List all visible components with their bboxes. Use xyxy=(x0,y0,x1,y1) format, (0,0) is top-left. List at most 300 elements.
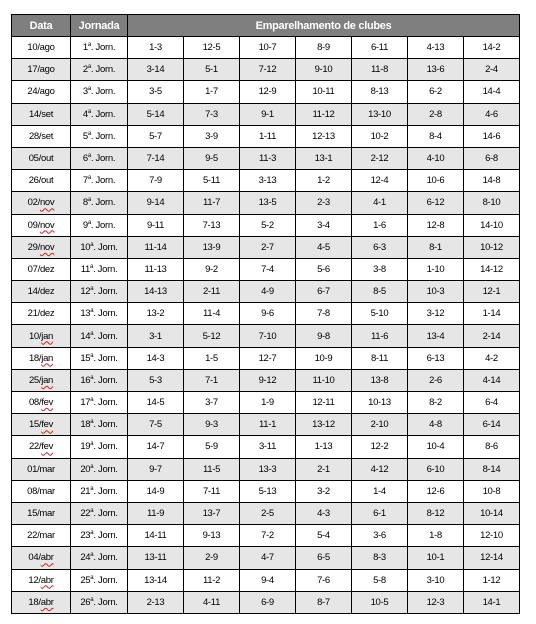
match-cell: 7-3 xyxy=(184,103,240,125)
match-cell: 7-1 xyxy=(184,369,240,391)
match-cell: 2-3 xyxy=(296,192,352,214)
table-row xyxy=(12,569,520,591)
match-cell: 13-2 xyxy=(128,303,184,325)
date-month: jan xyxy=(41,374,54,386)
date-month: out xyxy=(41,153,54,165)
match-cell: 5-14 xyxy=(128,103,184,125)
table-row xyxy=(12,480,520,502)
match-cell: 2-13 xyxy=(128,591,184,613)
match-cell: 8-2 xyxy=(408,392,464,414)
round-cell xyxy=(71,392,128,414)
round-label: . Jorn. xyxy=(90,108,116,120)
match-cell: 11-13 xyxy=(128,258,184,280)
match-cell: 11-12 xyxy=(296,103,352,125)
date-month: dez xyxy=(39,308,55,320)
match-cell: 9-10 xyxy=(296,59,352,81)
date-month: mar xyxy=(39,530,55,542)
round-number: 14 xyxy=(80,330,91,342)
match-cell: 6-2 xyxy=(408,81,464,103)
match-cell: 3-1 xyxy=(128,325,184,347)
date-day: 02/ xyxy=(27,197,40,209)
match-cell: 13-3 xyxy=(240,458,296,480)
round-ordinal: a xyxy=(87,86,91,93)
table-row xyxy=(12,214,520,236)
date-day: 28/ xyxy=(28,130,42,142)
match-cell: 12-10 xyxy=(464,525,520,547)
round-number: 25 xyxy=(80,574,91,586)
date-cell xyxy=(12,547,71,569)
round-number: 23 xyxy=(80,530,91,542)
round-cell xyxy=(71,281,128,303)
round-label: . Jorn. xyxy=(90,197,116,209)
match-cell: 6-4 xyxy=(464,392,520,414)
match-cell: 1-6 xyxy=(352,214,408,236)
round-label: . Jorn. xyxy=(93,374,118,386)
match-cell: 10-13 xyxy=(352,392,408,414)
match-cell: 14-1 xyxy=(464,591,520,613)
date-day: 29/ xyxy=(27,241,40,253)
date-month: fev xyxy=(41,441,54,453)
round-cell xyxy=(71,569,128,591)
match-cell: 2-7 xyxy=(240,236,296,258)
match-cell: 5-4 xyxy=(296,525,352,547)
round-ordinal: a xyxy=(89,263,93,270)
table-row xyxy=(12,170,520,192)
date-month: abr xyxy=(40,552,54,564)
match-cell: 4-6 xyxy=(464,103,520,125)
match-cell: 8-1 xyxy=(408,236,464,258)
round-label: . Jorn. xyxy=(93,308,118,320)
round-label: . Jorn. xyxy=(93,286,118,298)
round-ordinal: a xyxy=(87,130,91,137)
round-label: . Jorn. xyxy=(90,130,116,142)
match-cell: 7-14 xyxy=(128,147,184,169)
match-cell: 5-12 xyxy=(184,325,240,347)
round-cell xyxy=(71,59,128,81)
match-cell: 3-2 xyxy=(296,480,352,502)
date-month: ago xyxy=(39,86,55,98)
match-cell: 7-12 xyxy=(240,59,296,81)
round-ordinal: a xyxy=(90,374,94,381)
match-cell: 8-11 xyxy=(352,347,408,369)
date-cell xyxy=(12,281,71,303)
date-day: 24/ xyxy=(27,86,40,98)
date-month: jan xyxy=(41,330,54,342)
date-month: set xyxy=(41,130,54,142)
match-cell: 5-10 xyxy=(352,303,408,325)
match-cell: 10-4 xyxy=(408,436,464,458)
match-cell: 6-7 xyxy=(296,281,352,303)
match-cell: 1-13 xyxy=(296,436,352,458)
date-cell xyxy=(12,369,71,391)
match-cell: 8-13 xyxy=(352,81,408,103)
match-cell: 12-11 xyxy=(296,392,352,414)
date-day: 08/ xyxy=(28,397,42,409)
round-label: . Jorn. xyxy=(93,552,118,564)
match-cell: 12-2 xyxy=(352,436,408,458)
round-number: 11 xyxy=(80,263,90,275)
date-cell xyxy=(12,347,71,369)
date-day: 04/ xyxy=(28,552,41,564)
match-cell: 10-8 xyxy=(464,480,520,502)
round-number: 10 xyxy=(80,241,91,253)
table-row xyxy=(12,81,520,103)
round-label: . Jorn. xyxy=(90,86,116,98)
date-month: abr xyxy=(40,596,54,608)
round-ordinal: a xyxy=(90,596,94,603)
date-day: 15/ xyxy=(27,508,40,520)
date-cell xyxy=(12,258,71,280)
date-month: set xyxy=(41,108,54,120)
match-cell: 9-5 xyxy=(184,147,240,169)
match-cell: 9-2 xyxy=(184,258,240,280)
match-cell: 7-4 xyxy=(240,258,296,280)
match-cell: 3-13 xyxy=(240,170,296,192)
table-row xyxy=(12,392,520,414)
match-cell: 9-13 xyxy=(184,525,240,547)
match-cell: 2-10 xyxy=(352,414,408,436)
date-month: mar xyxy=(39,508,55,520)
match-cell: 3-6 xyxy=(352,525,408,547)
round-label: . Jorn. xyxy=(93,596,118,608)
match-cell: 14-7 xyxy=(128,436,184,458)
round-number: 1 xyxy=(82,42,88,54)
round-ordinal: a xyxy=(90,241,94,248)
match-cell: 8-12 xyxy=(408,502,464,524)
match-cell: 7-8 xyxy=(296,303,352,325)
match-cell: 9-6 xyxy=(240,303,296,325)
header-matches: Emparelhamento de clubes xyxy=(128,15,520,37)
round-number: 13 xyxy=(80,308,91,320)
match-cell: 10-2 xyxy=(352,125,408,147)
table-row xyxy=(12,192,520,214)
date-day: 14/ xyxy=(28,108,42,120)
match-cell: 9-1 xyxy=(240,103,296,125)
match-cell: 3-7 xyxy=(184,392,240,414)
round-cell xyxy=(71,303,128,325)
round-label: . Jorn. xyxy=(90,153,116,165)
date-cell xyxy=(12,59,71,81)
match-cell: 13-14 xyxy=(128,569,184,591)
date-month: nov xyxy=(39,241,55,253)
date-cell xyxy=(12,525,71,547)
round-cell xyxy=(71,547,128,569)
table-row xyxy=(12,591,520,613)
match-cell: 7-11 xyxy=(184,480,240,502)
match-cell: 2-8 xyxy=(408,103,464,125)
date-cell xyxy=(12,170,71,192)
date-day: 26/ xyxy=(28,175,41,187)
match-cell: 12-14 xyxy=(464,547,520,569)
round-ordinal: a xyxy=(87,108,91,115)
match-cell: 11-14 xyxy=(128,236,184,258)
date-cell xyxy=(12,480,71,502)
round-cell xyxy=(71,192,128,214)
match-cell: 10-5 xyxy=(352,591,408,613)
match-cell: 8-4 xyxy=(408,125,464,147)
round-number: 6 xyxy=(82,153,88,165)
match-cell: 10-7 xyxy=(240,37,296,59)
match-cell: 13-12 xyxy=(296,414,352,436)
match-cell: 7-2 xyxy=(240,525,296,547)
match-cell: 14-11 xyxy=(128,525,184,547)
table-row xyxy=(12,37,520,59)
match-cell: 11-1 xyxy=(240,414,296,436)
date-month: out xyxy=(41,175,54,187)
match-cell: 1-8 xyxy=(408,525,464,547)
match-cell: 8-7 xyxy=(296,591,352,613)
match-cell: 12-1 xyxy=(464,281,520,303)
round-ordinal: a xyxy=(90,419,94,426)
round-label: . Jorn. xyxy=(93,263,118,275)
round-ordinal: a xyxy=(90,396,94,403)
match-cell: 2-6 xyxy=(408,369,464,391)
match-cell: 13-10 xyxy=(352,103,408,125)
match-cell: 2-1 xyxy=(296,458,352,480)
round-ordinal: a xyxy=(90,574,94,581)
match-cell: 10-9 xyxy=(296,347,352,369)
match-cell: 9-3 xyxy=(184,414,240,436)
date-cell xyxy=(12,37,71,59)
round-cell xyxy=(71,591,128,613)
round-ordinal: a xyxy=(87,152,91,159)
match-cell: 6-13 xyxy=(408,347,464,369)
match-cell: 8-3 xyxy=(352,547,408,569)
round-ordinal: a xyxy=(90,530,94,537)
match-cell: 13-9 xyxy=(184,236,240,258)
date-day: 10/ xyxy=(27,42,40,54)
date-day: 21/ xyxy=(27,308,40,320)
date-day: 25/ xyxy=(28,374,42,386)
match-cell: 14-6 xyxy=(464,125,520,147)
match-cell: 4-8 xyxy=(408,414,464,436)
round-cell xyxy=(71,458,128,480)
date-day: 09/ xyxy=(27,219,40,231)
match-cell: 4-3 xyxy=(296,502,352,524)
round-number: 4 xyxy=(82,108,88,120)
round-cell xyxy=(71,214,128,236)
date-day: 14/ xyxy=(27,286,40,298)
match-cell: 14-3 xyxy=(128,347,184,369)
date-month: ago xyxy=(39,42,55,54)
date-cell xyxy=(12,192,71,214)
match-cell: 14-4 xyxy=(464,81,520,103)
date-month: ago xyxy=(39,64,55,76)
round-cell xyxy=(71,436,128,458)
match-cell: 2-14 xyxy=(464,325,520,347)
table-row xyxy=(12,547,520,569)
round-number: 7 xyxy=(82,175,88,187)
match-cell: 2-9 xyxy=(184,547,240,569)
date-cell xyxy=(12,303,71,325)
match-cell: 6-5 xyxy=(296,547,352,569)
table-row xyxy=(12,325,520,347)
match-cell: 11-3 xyxy=(240,147,296,169)
match-cell: 14-12 xyxy=(464,258,520,280)
match-cell: 11-4 xyxy=(184,303,240,325)
match-cell: 12-3 xyxy=(408,591,464,613)
match-cell: 1-11 xyxy=(240,125,296,147)
match-cell: 11-6 xyxy=(352,325,408,347)
round-number: 24 xyxy=(80,552,91,564)
match-cell: 12-6 xyxy=(408,480,464,502)
round-number: 12 xyxy=(80,286,91,298)
date-day: 22/ xyxy=(27,530,40,542)
round-cell xyxy=(71,258,128,280)
round-number: 21 xyxy=(80,485,91,497)
date-month: mar xyxy=(39,463,55,475)
match-cell: 14-8 xyxy=(464,170,520,192)
match-cell: 8-6 xyxy=(464,436,520,458)
match-cell: 10-12 xyxy=(464,236,520,258)
match-cell: 11-8 xyxy=(352,59,408,81)
date-day: 17/ xyxy=(27,64,40,76)
match-cell: 9-7 xyxy=(128,458,184,480)
header-round: Jornada xyxy=(71,15,128,37)
round-number: 22 xyxy=(80,508,91,520)
round-cell xyxy=(71,369,128,391)
table-row xyxy=(12,347,520,369)
date-cell xyxy=(12,325,71,347)
date-cell xyxy=(12,214,71,236)
match-cell: 5-8 xyxy=(352,569,408,591)
match-cell: 1-4 xyxy=(352,480,408,502)
match-cell: 4-1 xyxy=(352,192,408,214)
match-cell: 7-10 xyxy=(240,325,296,347)
match-cell: 5-9 xyxy=(184,436,240,458)
match-cell: 6-11 xyxy=(352,37,408,59)
date-month: dez xyxy=(39,263,55,275)
date-day: 01/ xyxy=(27,463,40,475)
match-cell: 10-14 xyxy=(464,502,520,524)
table-row xyxy=(12,414,520,436)
match-cell: 8-10 xyxy=(464,192,520,214)
match-cell: 1-9 xyxy=(240,392,296,414)
match-cell: 3-4 xyxy=(296,214,352,236)
round-ordinal: a xyxy=(87,219,91,226)
date-day: 12/ xyxy=(28,574,41,586)
match-cell: 6-9 xyxy=(240,591,296,613)
table-row xyxy=(12,236,520,258)
date-month: mar xyxy=(39,485,55,497)
match-cell: 4-12 xyxy=(352,458,408,480)
date-day: 10/ xyxy=(28,330,42,342)
match-cell: 3-12 xyxy=(408,303,464,325)
round-ordinal: a xyxy=(87,41,91,48)
match-cell: 4-14 xyxy=(464,369,520,391)
match-cell: 6-10 xyxy=(408,458,464,480)
match-cell: 2-11 xyxy=(184,281,240,303)
match-cell: 5-1 xyxy=(184,59,240,81)
match-cell: 13-11 xyxy=(128,547,184,569)
match-cell: 1-3 xyxy=(128,37,184,59)
match-cell: 13-6 xyxy=(408,59,464,81)
match-cell: 5-13 xyxy=(240,480,296,502)
match-cell: 12-5 xyxy=(184,37,240,59)
match-cell: 7-6 xyxy=(296,569,352,591)
round-number: 15 xyxy=(80,352,91,364)
match-cell: 10-3 xyxy=(408,281,464,303)
date-month: nov xyxy=(39,197,55,209)
round-cell xyxy=(71,37,128,59)
date-day: 15/ xyxy=(28,419,42,431)
match-cell: 11-2 xyxy=(184,569,240,591)
match-cell: 6-8 xyxy=(464,147,520,169)
match-cell: 1-10 xyxy=(408,258,464,280)
round-number: 16 xyxy=(80,374,91,386)
date-day: 05/ xyxy=(28,153,41,165)
round-cell xyxy=(71,414,128,436)
match-cell: 7-13 xyxy=(184,214,240,236)
match-cell: 13-4 xyxy=(408,325,464,347)
match-cell: 11-5 xyxy=(184,458,240,480)
match-cell: 1-5 xyxy=(184,347,240,369)
date-cell xyxy=(12,125,71,147)
round-cell xyxy=(71,236,128,258)
round-label: . Jorn. xyxy=(90,42,116,54)
match-cell: 13-7 xyxy=(184,502,240,524)
round-ordinal: a xyxy=(90,552,94,559)
match-cell: 9-4 xyxy=(240,569,296,591)
round-cell xyxy=(71,325,128,347)
round-label: . Jorn. xyxy=(93,574,118,586)
round-number: 2 xyxy=(82,64,88,76)
match-cell: 1-14 xyxy=(464,303,520,325)
round-label: . Jorn. xyxy=(90,219,116,231)
date-cell xyxy=(12,103,71,125)
fixtures-table xyxy=(11,14,520,614)
match-cell: 10-11 xyxy=(296,81,352,103)
header-row xyxy=(12,15,520,37)
match-cell: 12-7 xyxy=(240,347,296,369)
round-cell xyxy=(71,81,128,103)
date-cell xyxy=(12,591,71,613)
match-cell: 3-10 xyxy=(408,569,464,591)
round-cell xyxy=(71,125,128,147)
match-cell: 3-8 xyxy=(352,258,408,280)
round-label: . Jorn. xyxy=(93,530,118,542)
round-label: . Jorn. xyxy=(90,64,116,76)
date-day: 08/ xyxy=(27,485,40,497)
match-cell: 7-5 xyxy=(128,414,184,436)
date-cell xyxy=(12,81,71,103)
date-cell xyxy=(12,236,71,258)
match-cell: 12-13 xyxy=(296,125,352,147)
round-label: . Jorn. xyxy=(93,419,118,431)
match-cell: 12-9 xyxy=(240,81,296,103)
round-ordinal: a xyxy=(90,308,94,315)
table-row xyxy=(12,103,520,125)
match-cell: 8-9 xyxy=(296,37,352,59)
round-ordinal: a xyxy=(90,507,94,514)
date-month: nov xyxy=(39,219,55,231)
match-cell: 13-8 xyxy=(352,369,408,391)
round-ordinal: a xyxy=(90,352,94,359)
match-cell: 8-5 xyxy=(352,281,408,303)
match-cell: 3-14 xyxy=(128,59,184,81)
date-day: 07/ xyxy=(27,263,40,275)
round-label: . Jorn. xyxy=(90,175,116,187)
round-cell xyxy=(71,525,128,547)
match-cell: 6-1 xyxy=(352,502,408,524)
match-cell: 10-1 xyxy=(408,547,464,569)
match-cell: 4-5 xyxy=(296,236,352,258)
round-cell xyxy=(71,480,128,502)
match-cell: 6-14 xyxy=(464,414,520,436)
round-ordinal: a xyxy=(90,330,94,337)
table-row xyxy=(12,458,520,480)
table-row xyxy=(12,525,520,547)
